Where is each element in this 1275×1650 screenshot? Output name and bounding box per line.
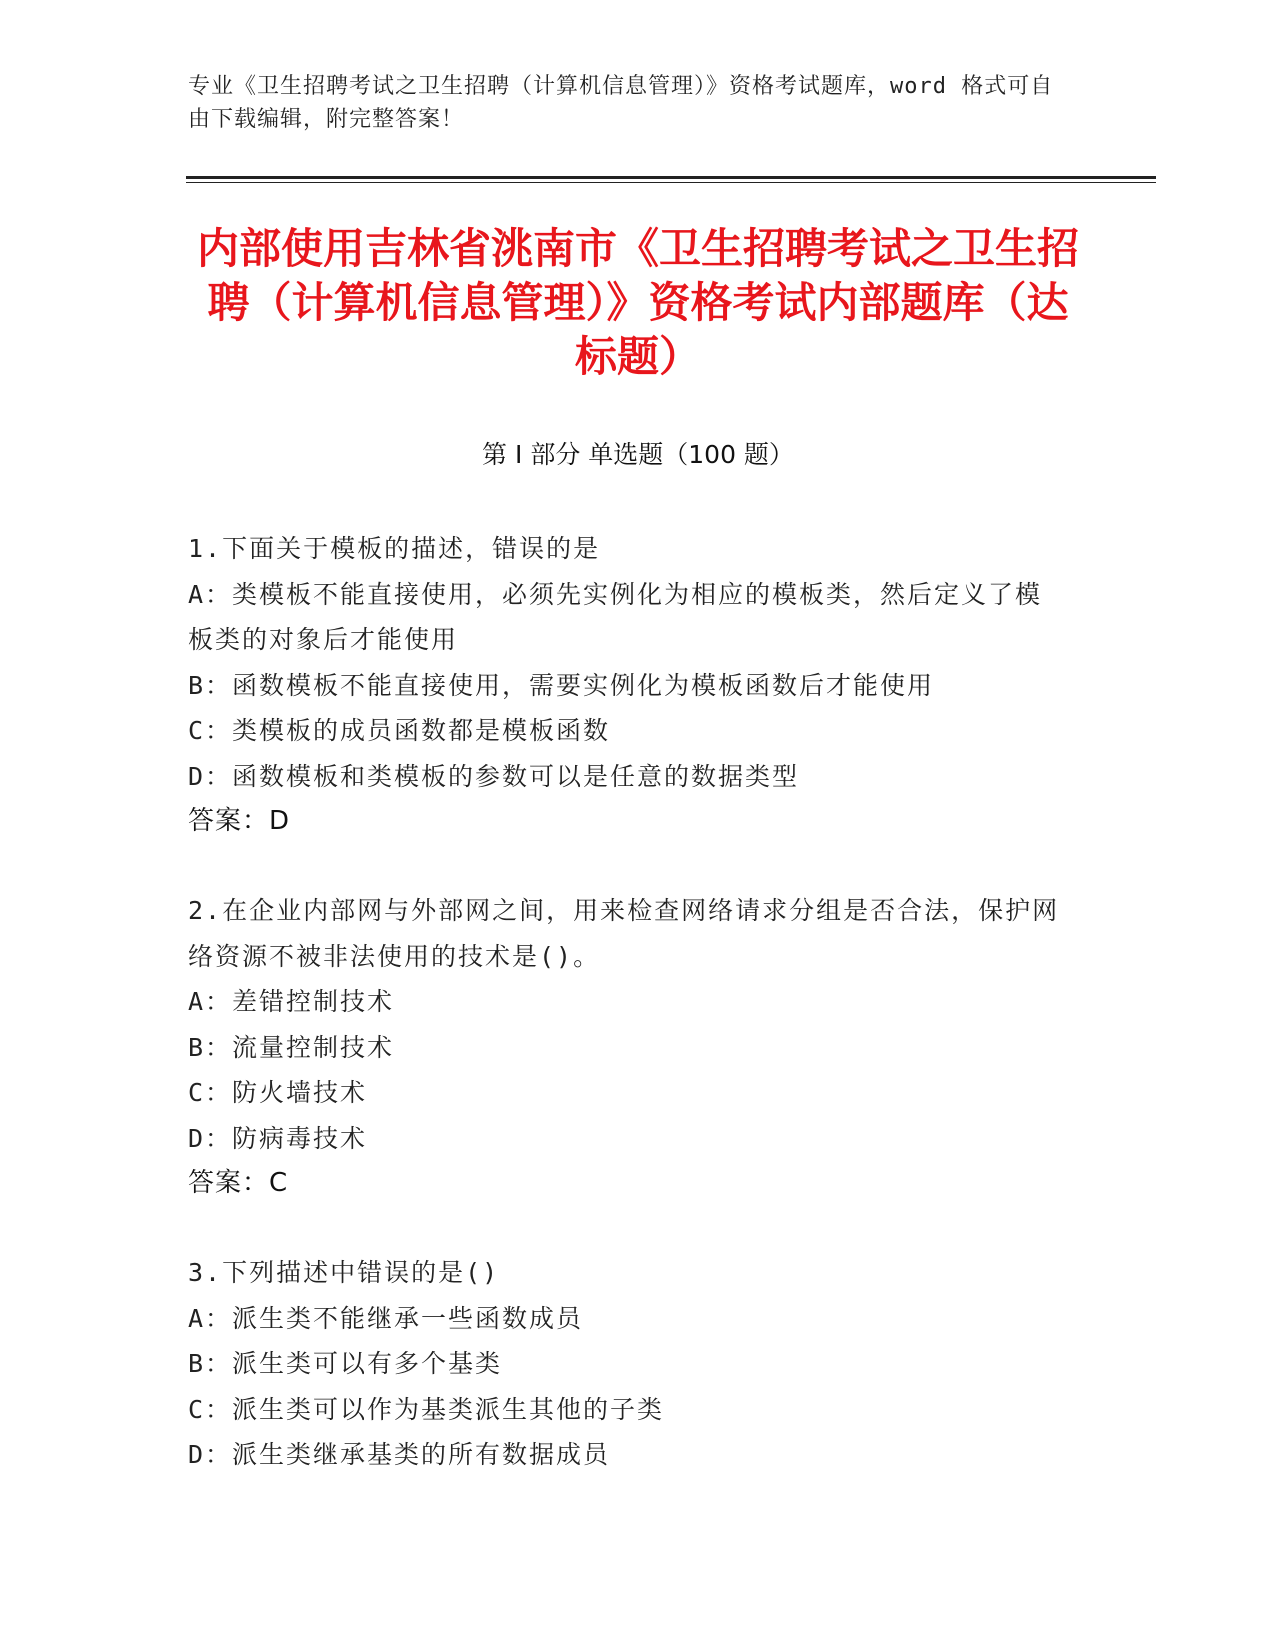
option-c: C：派生类可以作为基类派生其他的子类 <box>188 1394 665 1424</box>
header-note: 专业《卫生招聘考试之卫生招聘（计算机信息管理）》资格考试题库，word 格式可自由下载编辑，附完整答案！ <box>188 74 1054 132</box>
section-heading: 第 I 部分 单选题（100 题） <box>482 440 794 469</box>
document-title: 内部使用吉林省洮南市《卫生招聘考试之卫生招聘（计算机信息管理）》资格考试内部题库（达标题） <box>196 224 1079 381</box>
question-block <box>188 1250 1068 1478</box>
question-stem: 1.下面关于模板的描述，错误的是 <box>188 534 601 563</box>
question-stem: 2.在企业内部网与外部网之间，用来检查网络请求分组是否合法，保护网络资源不被非法使用的技术是()。 <box>188 896 1060 971</box>
option-c: C：类模板的成员函数都是模板函数 <box>188 716 611 745</box>
option-b: B：流量控制技术 <box>188 1032 395 1062</box>
option-a: A：差错控制技术 <box>188 987 395 1016</box>
question-stem: 3.下列描述中错误的是() <box>188 1258 500 1287</box>
option-c: C：防火墙技术 <box>188 1078 368 1107</box>
question-block <box>188 888 1068 1207</box>
option-b: B：派生类可以有多个基类 <box>188 1349 503 1378</box>
option-b: B：函数模板不能直接使用，需要实例化为模板函数后才能使用 <box>188 670 935 700</box>
answer-text: 答案：D <box>188 806 291 836</box>
header-rule-thick <box>186 176 1156 179</box>
answer-text: 答案：C <box>188 1168 289 1198</box>
option-d: D：函数模板和类模板的参数可以是任意的数据类型 <box>188 761 800 791</box>
option-d: D：派生类继承基类的所有数据成员 <box>188 1440 611 1469</box>
question-block <box>188 526 1068 845</box>
option-a: A：类模板不能直接使用，必须先实例化为相应的模板类，然后定义了模板类的对象后才能使用 <box>188 579 1043 654</box>
option-d: D：防病毒技术 <box>188 1123 368 1153</box>
option-a: A：派生类不能继承一些函数成员 <box>188 1303 584 1333</box>
header-rule-thin <box>186 182 1156 183</box>
